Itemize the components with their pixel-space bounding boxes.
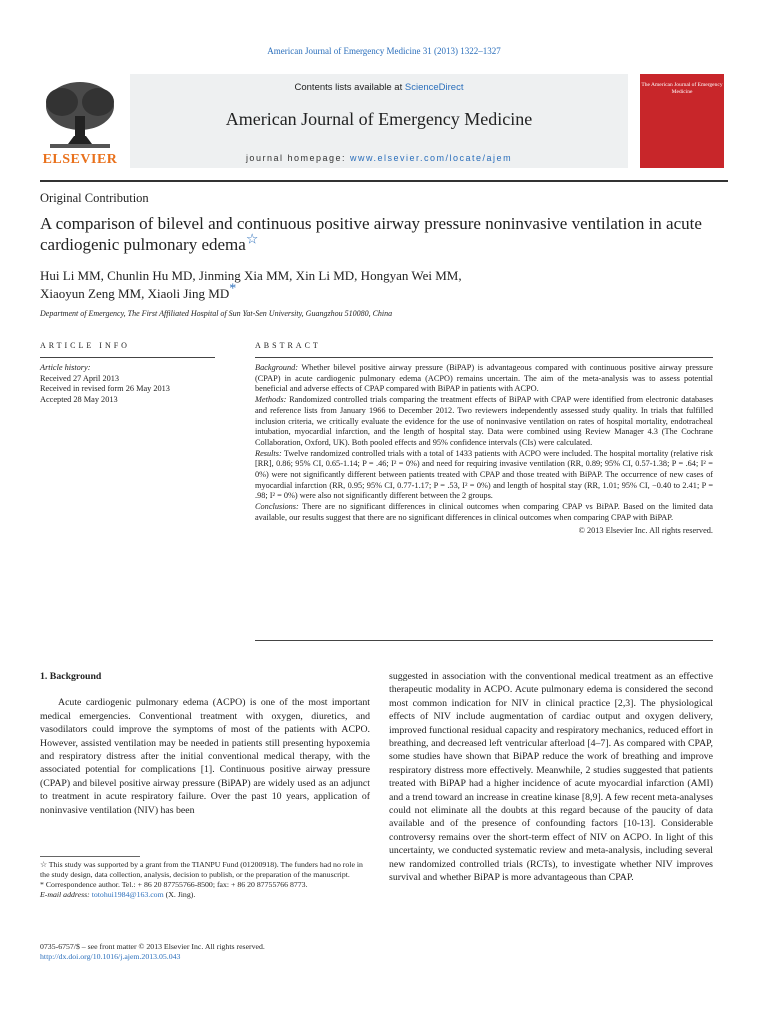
email-suffix: (X. Jing). [165, 890, 196, 899]
abstract-label: Methods: [255, 395, 287, 405]
abstract-heading: ABSTRACT [255, 341, 321, 350]
abstract-label: Background: [255, 363, 299, 372]
abstract-text: Randomized controlled trials comparing the treatment effects of BiPAP with CPAP were identified from electronic databases and reference lists from January 1966 to December 2012. Two reviewers independently assessed study quality. In trials that fulfilled inclusion criteria, we critically evaluate the evidence for the use of noninvasive ventilation on rates of hospital mortality, endotracheal intubation, myocardial infarction, and the length of hospital stay. Data were combined using Review Manager 4.3 (The Cochrane Collaboration, Oxford, UK). Both pooled effects and 95% confidence intervals (CIs) were calculated. [255, 395, 713, 447]
correspondence-footnote: * Correspondence author. Tel.: + 86 20 87755766-8500; fax: + 86 20 87755766 8773. [40, 880, 308, 889]
issn-line: 0735-6757/$ – see front matter © 2013 Elsevier Inc. All rights reserved. [40, 942, 265, 951]
body-column-left [40, 670, 370, 817]
footnotes [40, 860, 370, 900]
copyright: © 2013 Elsevier Inc. All rights reserved. [578, 525, 713, 535]
article-title-text: A comparison of bilevel and continuous positive airway pressure noninvasive ventilation in acute cardiogenic pulmonary edema [40, 214, 702, 254]
journal-homepage [130, 153, 628, 163]
abstract-bottom-divider [255, 640, 713, 641]
abstract-text: There are no significant differences in clinical outcomes when comparing CPAP vs BiPAP. Based on the limited data available, our results suggest that there are no significant differences in clinical outcomes when comparing CPAP with BiPAP. [255, 502, 713, 522]
header-divider [40, 180, 728, 182]
history-label: Article history: [40, 363, 91, 372]
article-info-divider [40, 357, 215, 358]
section-type: Original Contribution [40, 191, 149, 205]
contents-prefix: Contents lists available at [294, 82, 403, 93]
section-heading: 1. Background [40, 671, 102, 682]
author-list [40, 267, 730, 303]
history-revised: Received in revised form 26 May 2013 [40, 384, 170, 393]
publisher-wordmark: ELSEVIER [42, 152, 118, 167]
body-column-right [389, 670, 713, 885]
abstract-divider [255, 357, 713, 358]
contents-line [130, 82, 628, 93]
authors-line: Hui Li MM, Chunlin Hu MD, Jinming Xia MM, Xin Li MD, Hongyan Wei MM, [40, 268, 462, 283]
abstract-text: Whether bilevel positive airway pressure (BiPAP) is advantageous compared with continuous positive airway pressure (CPAP) in acute cardiogenic pulmonary edema (ACPO) remains uncertain. The aim of the meta-analysis was to assess potential beneficial and adverse effects of CPAP compared with BiPAP in patients with ACPO. [255, 363, 713, 394]
journal-cover-title: The American Journal of Emergency Medicine [641, 82, 723, 95]
funding-footnote: ☆ This study was supported by a grant from the TIANPU Fund (01200918). The funders had no role in the study design, data collection, analysis, decision to publish, or the preparation of the manuscript. [40, 860, 363, 879]
email-link[interactable]: totohui1984@163.com [91, 890, 164, 899]
authors-line: Xiaoyun Zeng MM, Xiaoli Jing MD [40, 286, 230, 301]
article-title [40, 213, 730, 255]
doi-link[interactable]: http://dx.doi.org/10.1016/j.ajem.2013.05.043 [40, 952, 181, 961]
body-paragraph: Acute cardiogenic pulmonary edema (ACPO) is one of the most important medical emergencies. Conventional treatment with oxygen, diuretics, and vasodilators could improve the symptoms of most of the patients with ACPO. However, assisted ventilation may be needed in patients still presenting hypoxemia and respiratory distress after the initial conventional medical therapy, with the associated potential for complications [1]. Continuous positive airway pressure (CPAP) and bilevel positive airway pressure (BiPAP) are widely used as an adjunct to treatment in acute respiratory failure. Over the past 10 years, application of noninvasive ventilation (NIV) has been [40, 697, 370, 816]
sciencedirect-link[interactable]: ScienceDirect [404, 82, 464, 93]
abstract-conclusions [255, 502, 713, 523]
body-paragraph: suggested in association with the conventional medical treatment as an effective therapeutic modality in ACPO. Acute pulmonary edema is considered the second most common indication for NIV in clinical practice [2,3]. The physiological effects of NIV include augmentation of cardiac output and oxygen delivery, improved functional residual capacity and respiratory mechanics, reduced effort in breathing, and decreased left ventricular afterload [4–7]. As compared with CPAP, some studies have shown that BiPAP reduce the work of breathing and improve respiratory distress more effectively. Meanwhile, 2 studies suggested that patients treated with BiPAP had a higher incidence of acute myocardial infarction (AMI) and a trend toward an increase in creatine kinase [8,9]. A few recent meta-analyses could not eliminate all the doubts at this regard because of the paucity of data available and of the presence of confounding factors [10-13]. Considerable controversy remains over the short-term effect of NIV on ACPO. In light of this uncertainty, we conducted systematic review and meta-analysis, including several new randomized controlled trials (RCTs), to investigate whether NIV improves survival and whether BiPAP is more advantageous than CPAP. [389, 671, 713, 884]
abstract-label: Conclusions: [255, 502, 299, 512]
journal-title: American Journal of Emergency Medicine [225, 109, 533, 129]
affiliation: Department of Emergency, The First Affiliated Hospital of Sun Yat-Sen University, Guangzhou 510080, China [40, 309, 393, 318]
star-footnote-icon[interactable]: ☆ [245, 232, 259, 248]
issn-block [40, 942, 265, 962]
homepage-prefix: journal homepage: [245, 153, 346, 163]
abstract-methods [255, 395, 713, 449]
journal-citation[interactable]: American Journal of Emergency Medicine 31 (2013) 1322–1327 [267, 46, 501, 56]
history-received: Received 27 April 2013 [40, 373, 120, 383]
asterisk-footnote-icon[interactable]: * [229, 281, 237, 297]
email-footnote [40, 890, 370, 900]
footnote-divider [40, 856, 140, 857]
email-label: E-mail address: [40, 890, 90, 899]
article-history [40, 363, 170, 405]
abstract-text: Twelve randomized controlled trials with a total of 1433 patients with ACPO were included. The hospital mortality (relative risk [RR], 0.86; 95% CI, 0.65-1.14; P = .46; I² = 0%) and need for requiring invasive ventilation (RR, 0.89; 95% CI, 0.57-1.38; P = .64; I² = 0%) were not significantly different between patients treated with CPAP and those treated with BiPAP. The occurrence of new cases of myocardial infarction (RR, 0.95; 95% CI, 0.77-1.17; P = .53, I² = 0%) and length of hospital stay (RR, 1.01; 95% CI, −0.40 to 2.41; P = .98; I² = 0%) were also not significantly different between the 2 groups. [255, 448, 713, 501]
abstract-background [255, 363, 713, 395]
history-accepted: Accepted 28 May 2013 [40, 394, 118, 404]
abstract-label: Results: [255, 448, 282, 458]
abstract-body [255, 363, 713, 536]
article-info-heading: ARTICLE INFO [40, 341, 130, 350]
homepage-link[interactable]: www.elsevier.com/locate/ajem [350, 153, 513, 163]
abstract-results [255, 449, 713, 503]
